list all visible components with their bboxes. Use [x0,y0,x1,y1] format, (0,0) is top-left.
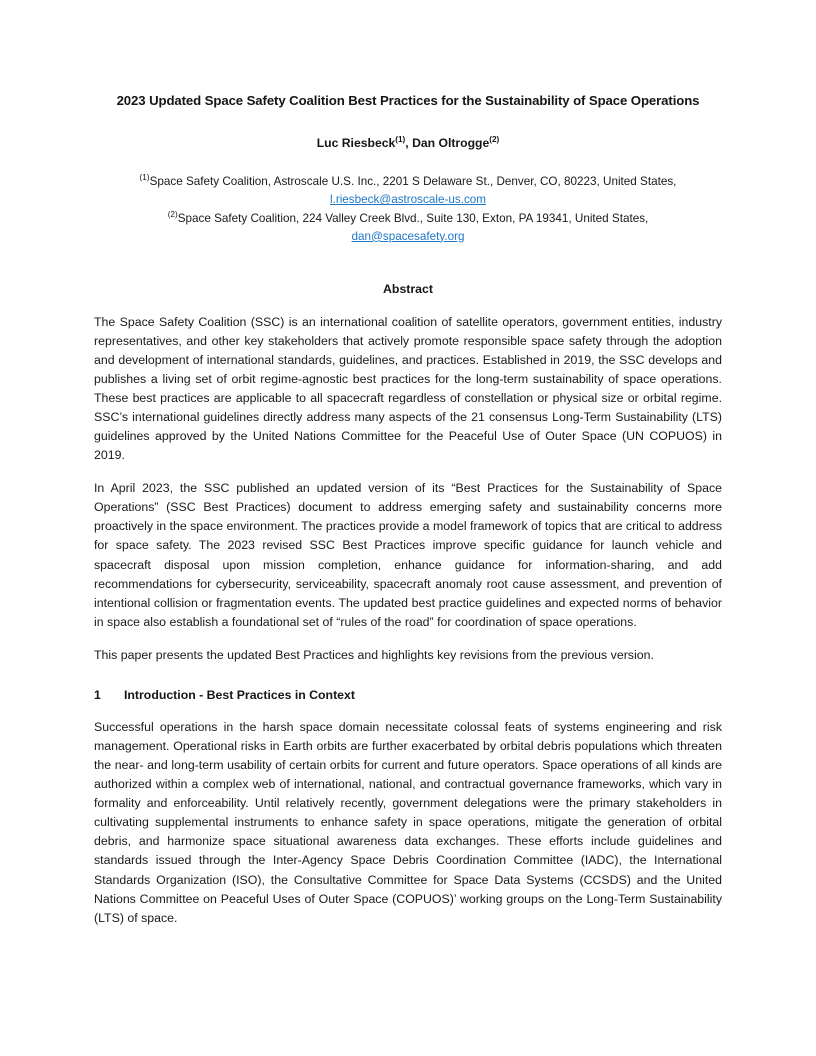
author-affiliation-marker-2: (2) [489,134,500,144]
affiliation-2 [94,210,722,228]
abstract-heading: Abstract [383,281,433,296]
affiliation-email-line-2 [94,228,722,246]
section-title-1: Introduction - Best Practices in Context [124,687,355,702]
affiliation-text-2: Space Safety Coalition, 224 Valley Creek Blvd., Suite 130, Exton, PA 19341, United States, [177,211,649,225]
page-title: 2023 Updated Space Safety Coalition Best Practices for the Sustainability of Space Operations [116,93,700,108]
page-content-column [94,0,722,928]
section-number-1: 1 [94,687,101,702]
email-link-1[interactable]: l.riesbeck@astroscale-us.com [329,193,487,207]
affiliation-marker-2: (2) [167,209,178,219]
section-1-paragraph-1: Successful operations in the harsh space domain necessitate colossal feats of systems engineering and risk management. Operational risks in Earth orbits are further exacerbated by orbital debris populations which threaten the near- and long-term usability of certain orbits for current and future operators. Space operations of all kinds are authorized within a complex web of international, national, and contractual governance frameworks, which vary in formality and enforceability. Until relatively recently, government delegations were the primary stakeholders in cultivating supplemental instruments to enhance safety in space operations, mitigate the generation of orbital debris, and harmonize space situational awareness data exchanges. These efforts include guidelines and standards issued through the Inter-Agency Space Debris Coordination Committee (IADC), the International Standards Organization (ISO), the Consultative Committee for Space Data Systems (CCSDS) and the United Nations Committee on Peaceful Uses of Outer Space (COPUOS)’ working groups on the Long-Term Sustainability (LTS) of space. [94,720,722,925]
abstract-paragraph-1: The Space Safety Coalition (SSC) is an international coalition of satellite operators, government entities, industry representatives, and other key stakeholders that actively promote responsible space safety through the adoption and development of international standards, guidelines, and practices. Established in 2019, the SSC develops and publishes a living set of orbit regime-agnostic best practices for the long-term sustainability of space operations. These best practices are applicable to all spacecraft regardless of constellation or physical size or orbital regime. SSC’s international guidelines directly address many aspects of the 21 consensus Long-Term Sustainability (LTS) guidelines approved by the United Nations Committee for the Peaceful Use of Outer Space (UN COPUOS) in 2019. [94,314,722,463]
affiliations-block [94,151,722,246]
affiliation-marker-1: (1) [139,173,150,183]
author-name-1: Luc Riesbeck [316,135,396,150]
email-link-2[interactable]: dan@spacesafety.org [351,229,465,243]
author-name-2: Dan Oltrogge [412,135,490,150]
author-separator: , [405,135,413,150]
affiliation-email-line-1 [94,191,722,209]
section-heading-1 [94,665,722,704]
abstract-paragraph-2: In April 2023, the SSC published an updated version of its “Best Practices for the Sustainability of Space Operations” (SSC Best Practices) document to address emerging safety and sustainability concerns more proactively in the space environment. The practices provide a model framework of topics that are critical to address for space safety. The 2023 revised SSC Best Practices improve specific guidance for launch vehicle and spacecraft disposal upon mission completion, enhance guidance for information-sharing, and add recommendations for cybersecurity, serviceability, spacecraft anomaly root cause assessment, and prevention of intentional collision or fragmentation events. The updated best practice guidelines and expected norms of behavior in space also establish a foundational set of “rules of the road” for coordination of space operations. [94,481,722,629]
affiliation-text-1: Space Safety Coalition, Astroscale U.S. Inc., 2201 S Delaware St., Denver, CO, 80223, United States, [149,175,677,189]
author-list [94,110,722,151]
author-affiliation-marker-1: (1) [395,134,406,144]
affiliation-1 [94,173,722,191]
abstract-paragraph-3: This paper presents the updated Best Practices and highlights key revisions from the previous version. [94,647,654,662]
